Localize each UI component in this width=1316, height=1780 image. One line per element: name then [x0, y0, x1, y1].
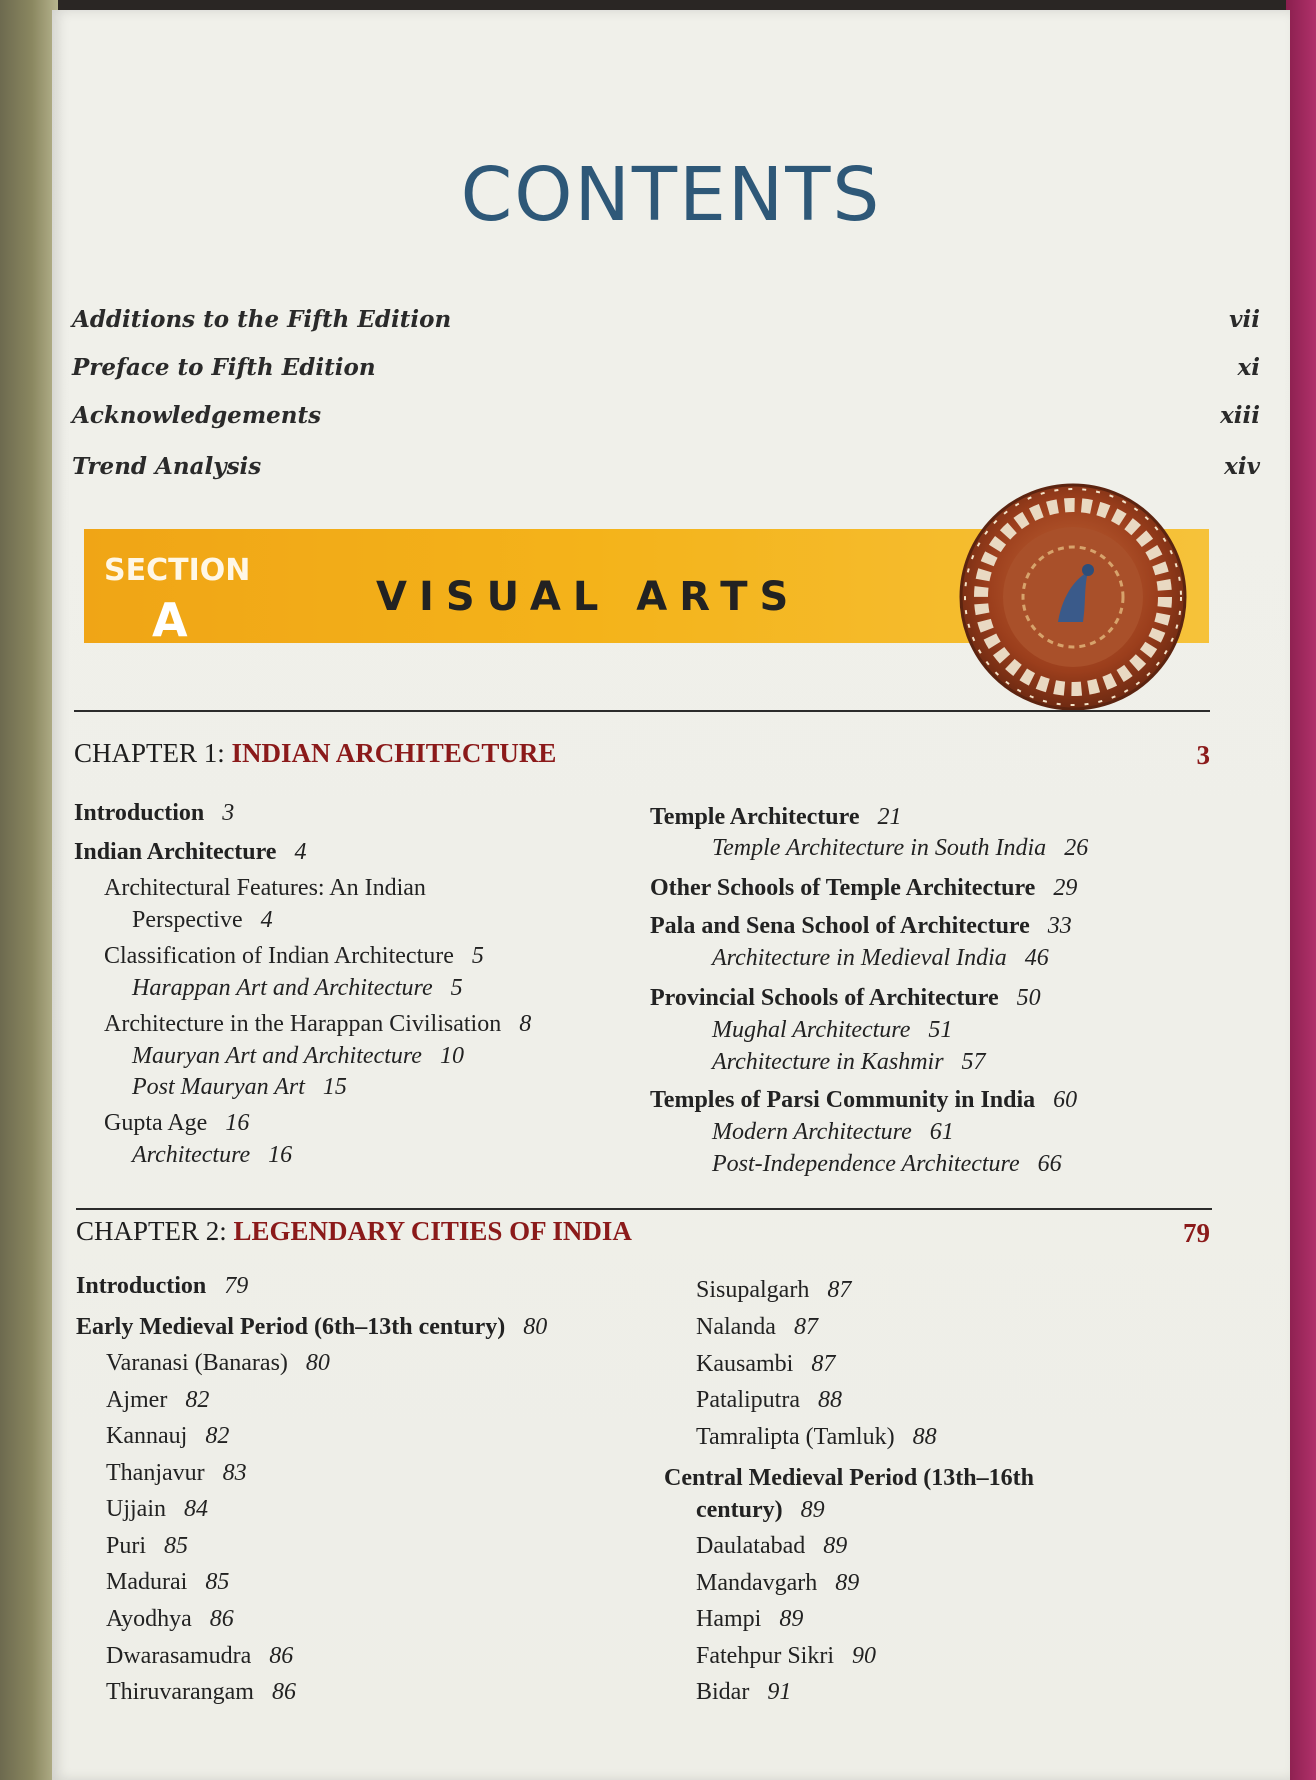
- book-cover-edge: [1286, 0, 1316, 1780]
- toc-entry: Early Medieval Period (6th–13th century) 80: [76, 1314, 548, 1340]
- front-page-trend-analysis: xiv: [1224, 453, 1260, 480]
- toc-entry: Pala and Sena School of Architecture 33: [650, 913, 1072, 939]
- toc-entry: Central Medieval Period (13th–16th: [664, 1465, 1034, 1491]
- chapter1-prefix: CHAPTER 1:: [74, 738, 225, 768]
- toc-entry: Indian Architecture 4: [74, 839, 307, 865]
- front-page-additions: vii: [1229, 306, 1260, 333]
- toc-entry: Kausambi 87: [696, 1351, 836, 1377]
- chapter2-name: LEGENDARY CITIES OF INDIA: [233, 1216, 632, 1246]
- front-page-acknowledgements: xiii: [1220, 402, 1260, 429]
- chapter2-rule: [76, 1208, 1212, 1210]
- chapter2-prefix: CHAPTER 2:: [76, 1216, 227, 1246]
- chapter1-heading: [74, 738, 556, 769]
- toc-entry: Nalanda 87: [696, 1314, 818, 1340]
- toc-entry: Tamralipta (Tamluk) 88: [696, 1424, 937, 1450]
- toc-entry: Dwarasamudra 86: [106, 1643, 294, 1669]
- toc-entry: Ayodhya 86: [106, 1606, 234, 1632]
- toc-entry: Bidar 91: [696, 1679, 792, 1705]
- toc-entry: Madurai 85: [106, 1569, 230, 1595]
- front-item-additions: Additions to the Fifth Edition: [72, 306, 452, 333]
- toc-entry: Provincial Schools of Architecture 50: [650, 985, 1041, 1011]
- toc-entry: Temple Architecture in South India 26: [712, 835, 1089, 861]
- peacock-medallion-icon: [958, 482, 1188, 712]
- toc-entry: Architecture in Kashmir 57: [712, 1049, 986, 1075]
- toc-entry: Mandavgarh 89: [696, 1570, 860, 1596]
- chapter1-rule: [74, 710, 1210, 712]
- toc-entry: Introduction 3: [74, 800, 235, 826]
- toc-entry: Post Mauryan Art 15: [132, 1074, 347, 1100]
- chapter2-page: 79: [1183, 1218, 1210, 1248]
- section-label: SECTION: [104, 553, 251, 588]
- toc-entry: Thiruvarangam 86: [106, 1679, 296, 1705]
- toc-entry: Classification of Indian Architecture 5: [104, 943, 484, 969]
- section-title: VISUAL ARTS: [376, 574, 801, 620]
- toc-entry: Other Schools of Temple Architecture 29: [650, 875, 1078, 901]
- toc-entry: Varanasi (Banaras) 80: [106, 1350, 330, 1376]
- toc-entry: Post-Independence Architecture 66: [712, 1151, 1062, 1177]
- toc-entry: Thanjavur 83: [106, 1460, 247, 1486]
- toc-entry: Modern Architecture 61: [712, 1119, 954, 1145]
- toc-entry: Daulatabad 89: [696, 1533, 848, 1559]
- toc-entry: Pataliputra 88: [696, 1387, 842, 1413]
- front-page-preface: xi: [1237, 354, 1260, 381]
- front-item-preface: Preface to Fifth Edition: [72, 354, 376, 381]
- contents-page: [52, 10, 1290, 1780]
- toc-entry: Introduction 79: [76, 1273, 249, 1299]
- front-item-acknowledgements: Acknowledgements: [72, 402, 322, 429]
- toc-entry: Mauryan Art and Architecture 10: [132, 1043, 464, 1069]
- chapter1-page: 3: [1196, 740, 1210, 770]
- toc-entry: Fatehpur Sikri 90: [696, 1643, 876, 1669]
- toc-entry: Temple Architecture 21: [650, 804, 902, 830]
- toc-entry: Ujjain 84: [106, 1496, 208, 1522]
- page-title: CONTENTS: [460, 152, 882, 238]
- chapter1-name: INDIAN ARCHITECTURE: [231, 738, 557, 768]
- toc-entry: Kannauj 82: [106, 1423, 230, 1449]
- toc-entry: Perspective 4: [132, 907, 273, 933]
- toc-entry: Architectural Features: An Indian: [104, 875, 426, 901]
- front-item-trend-analysis: Trend Analysis: [72, 453, 262, 480]
- toc-entry: Sisupalgarh 87: [696, 1277, 852, 1303]
- toc-entry: Architecture in the Harappan Civilisation 8: [104, 1011, 532, 1037]
- toc-entry: Gupta Age 16: [104, 1110, 250, 1136]
- toc-entry: Temples of Parsi Community in India 60: [650, 1087, 1078, 1113]
- toc-entry: Harappan Art and Architecture 5: [132, 975, 463, 1001]
- book-left-edge: [0, 0, 58, 1780]
- chapter2-heading: [76, 1216, 632, 1247]
- toc-entry: Hampi 89: [696, 1606, 804, 1632]
- section-letter: A: [152, 593, 188, 647]
- toc-entry: Architecture in Medieval India 46: [712, 945, 1049, 971]
- toc-entry: Mughal Architecture 51: [712, 1017, 953, 1043]
- toc-entry: Architecture 16: [132, 1142, 293, 1168]
- toc-entry: Puri 85: [106, 1533, 189, 1559]
- toc-entry: Ajmer 82: [106, 1387, 210, 1413]
- toc-entry: century) 89: [696, 1497, 825, 1523]
